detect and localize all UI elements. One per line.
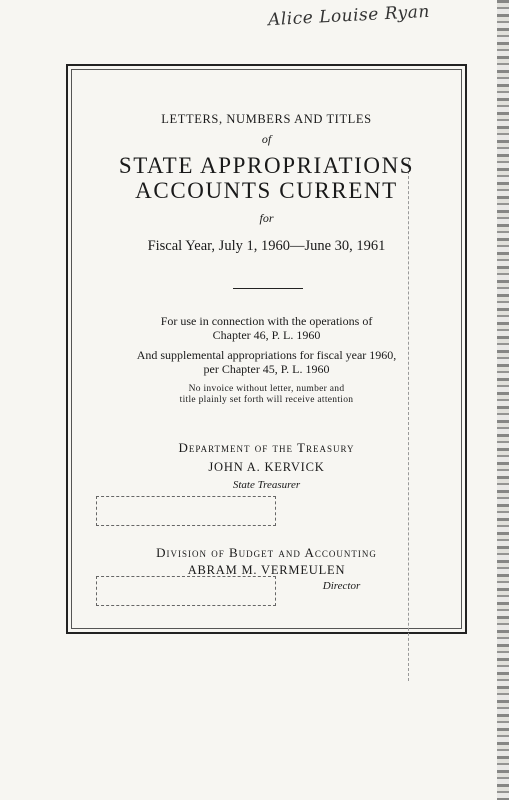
cover-of: of [261, 132, 272, 146]
cover-for: for [259, 211, 274, 225]
divider-rule [233, 288, 303, 289]
library-stamp-bottom [96, 576, 276, 606]
cover-title-line2: ACCOUNTS CURRENT [135, 178, 398, 203]
department-name: Department of the Treasury [178, 440, 355, 455]
treasurer-name: JOHN A. KERVICK [208, 460, 325, 474]
notice-line2: title plainly set forth will receive attention [179, 395, 354, 405]
library-stamp-top [96, 496, 276, 526]
supplemental-line2: per Chapter 45, P. L. 1960 [203, 362, 330, 376]
cover-title-line1: STATE APPROPRIATIONS [118, 153, 415, 178]
use-line2: Chapter 46, P. L. 1960 [212, 328, 321, 342]
treasurer-title: State Treasurer [232, 479, 301, 491]
handwritten-signature: Alice Louise Ryan [267, 1, 431, 31]
supplemental-line1: And supplemental appropriations for fiscal year 1960, [136, 348, 397, 362]
page-edge [497, 0, 509, 800]
cover-frame [66, 64, 467, 634]
cover-heading: LETTERS, NUMBERS AND TITLES [161, 112, 372, 126]
fiscal-year: Fiscal Year, July 1, 1960—June 30, 1961 [147, 238, 386, 254]
director-title: Director [322, 580, 361, 592]
use-line1: For use in connection with the operations of [160, 314, 373, 328]
director-name: ABRAM M. VERMEULEN [187, 563, 346, 577]
division-name: Division of Budget and Accounting [156, 545, 377, 560]
notice-line1: No invoice without letter, number and [188, 384, 345, 394]
